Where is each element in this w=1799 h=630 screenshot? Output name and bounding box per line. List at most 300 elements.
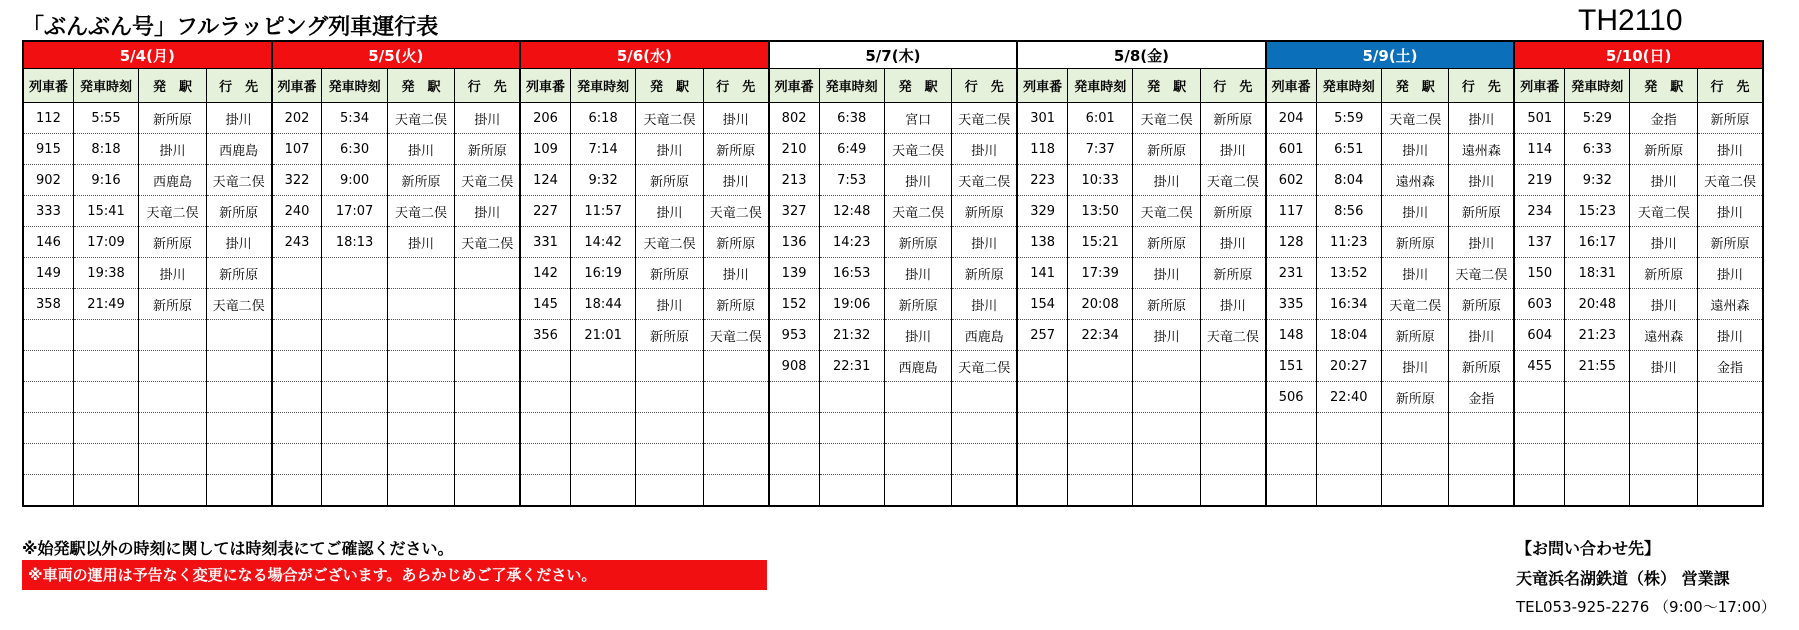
table-cell [73, 413, 138, 444]
table-cell: 遠州森 [1449, 134, 1514, 165]
table-cell: 5:29 [1565, 103, 1630, 134]
table-cell [1449, 475, 1514, 507]
table-row [23, 134, 1763, 165]
column-header: 行 先 [206, 69, 271, 103]
table-cell: 掛川 [1449, 165, 1514, 196]
table-cell [1266, 475, 1316, 507]
table-cell: 新所原 [636, 258, 704, 289]
table-cell [636, 382, 704, 413]
table-cell: 新所原 [1200, 258, 1265, 289]
table-row [23, 165, 1763, 196]
table-cell [272, 382, 322, 413]
table-cell: 新所原 [1133, 227, 1201, 258]
table-cell [23, 382, 73, 413]
table-cell [884, 444, 952, 475]
column-header: 列車番 [1266, 69, 1316, 103]
table-cell: 新所原 [1381, 382, 1449, 413]
table-cell: 7:14 [570, 134, 635, 165]
table-cell: 6:33 [1565, 134, 1630, 165]
table-cell [703, 413, 768, 444]
table-cell: 151 [1266, 351, 1316, 382]
table-cell [387, 258, 455, 289]
table-cell [636, 413, 704, 444]
table-cell [884, 413, 952, 444]
table-cell: 掛川 [1630, 351, 1698, 382]
table-cell: 331 [520, 227, 570, 258]
table-cell: 802 [769, 103, 819, 134]
table-cell [1630, 444, 1698, 475]
table-cell [1200, 413, 1265, 444]
table-cell: 新所原 [1133, 289, 1201, 320]
table-cell: 天竜二俣 [139, 196, 207, 227]
table-row [23, 351, 1763, 382]
table-cell: 宮口 [884, 103, 952, 134]
table-cell: 新所原 [1630, 134, 1698, 165]
table-cell [322, 413, 387, 444]
table-cell: 109 [520, 134, 570, 165]
table-cell: 新所原 [952, 196, 1017, 227]
table-cell [206, 444, 271, 475]
table-cell [1200, 475, 1265, 507]
table-cell: 天竜二俣 [1133, 103, 1201, 134]
table-cell: 5:59 [1316, 103, 1381, 134]
table-cell: 掛川 [636, 134, 704, 165]
table-cell: 356 [520, 320, 570, 351]
table-cell [206, 320, 271, 351]
table-cell [1449, 413, 1514, 444]
table-cell [455, 382, 520, 413]
day-header-row [23, 41, 1763, 69]
table-cell: 新所原 [1449, 196, 1514, 227]
table-cell [570, 413, 635, 444]
table-cell: 新所原 [703, 289, 768, 320]
column-header: 発車時刻 [1565, 69, 1630, 103]
day-header: 5/8(金) [1017, 41, 1266, 69]
table-cell: 天竜二俣 [1630, 196, 1698, 227]
table-cell: 掛川 [703, 165, 768, 196]
table-cell [1381, 475, 1449, 507]
table-cell: 天竜二俣 [1698, 165, 1763, 196]
table-cell [1017, 382, 1067, 413]
table-cell [520, 413, 570, 444]
table-cell: 8:18 [73, 134, 138, 165]
table-cell: 6:18 [570, 103, 635, 134]
table-cell: 602 [1266, 165, 1316, 196]
table-cell: 22:34 [1068, 320, 1133, 351]
table-cell [1068, 382, 1133, 413]
table-cell [952, 382, 1017, 413]
table-cell [1565, 444, 1630, 475]
table-cell: 新所原 [884, 227, 952, 258]
table-cell: 141 [1017, 258, 1067, 289]
table-cell: 124 [520, 165, 570, 196]
table-cell [206, 382, 271, 413]
table-cell [455, 258, 520, 289]
table-row [23, 444, 1763, 475]
table-cell: 掛川 [206, 103, 271, 134]
table-cell: 137 [1514, 227, 1564, 258]
table-cell [520, 351, 570, 382]
table-cell: 新所原 [1200, 196, 1265, 227]
table-cell: 14:23 [819, 227, 884, 258]
column-header: 行 先 [952, 69, 1017, 103]
table-cell: 掛川 [1698, 320, 1763, 351]
table-cell [1630, 382, 1698, 413]
table-cell: 天竜二俣 [206, 289, 271, 320]
column-header: 発 駅 [884, 69, 952, 103]
table-cell [520, 475, 570, 507]
table-cell: 掛川 [1133, 165, 1201, 196]
column-header: 発 駅 [1630, 69, 1698, 103]
table-cell [206, 475, 271, 507]
table-cell [1200, 351, 1265, 382]
table-cell: 206 [520, 103, 570, 134]
table-cell [322, 382, 387, 413]
table-cell: 14:42 [570, 227, 635, 258]
table-cell [139, 444, 207, 475]
table-cell [636, 351, 704, 382]
table-cell: 257 [1017, 320, 1067, 351]
table-cell [1316, 475, 1381, 507]
table-cell [272, 289, 322, 320]
column-header: 発車時刻 [819, 69, 884, 103]
table-cell [272, 413, 322, 444]
table-cell [1698, 475, 1763, 507]
column-header-row [23, 69, 1763, 103]
table-cell [703, 475, 768, 507]
table-cell: 天竜二俣 [952, 165, 1017, 196]
table-cell: 20:08 [1068, 289, 1133, 320]
table-cell [73, 320, 138, 351]
table-cell: 新所原 [952, 258, 1017, 289]
table-cell: 新所原 [1698, 103, 1763, 134]
table-cell: 210 [769, 134, 819, 165]
table-cell [139, 475, 207, 507]
column-header: 列車番 [272, 69, 322, 103]
table-cell [1565, 382, 1630, 413]
table-cell: 240 [272, 196, 322, 227]
table-cell: 6:49 [819, 134, 884, 165]
column-header: 発 駅 [387, 69, 455, 103]
table-cell [23, 320, 73, 351]
table-cell: 金指 [1698, 351, 1763, 382]
column-header: 行 先 [455, 69, 520, 103]
table-cell [455, 289, 520, 320]
table-cell [570, 444, 635, 475]
table-cell [455, 351, 520, 382]
table-cell: 遠州森 [1381, 165, 1449, 196]
table-cell: 223 [1017, 165, 1067, 196]
table-cell: 天竜二俣 [884, 134, 952, 165]
column-header: 発車時刻 [322, 69, 387, 103]
table-cell [272, 475, 322, 507]
table-cell: 152 [769, 289, 819, 320]
table-cell [455, 413, 520, 444]
table-cell: 19:06 [819, 289, 884, 320]
table-cell: 601 [1266, 134, 1316, 165]
table-cell [387, 444, 455, 475]
table-cell: 149 [23, 258, 73, 289]
table-cell: 西鹿島 [884, 351, 952, 382]
table-cell [1133, 382, 1201, 413]
table-cell [819, 475, 884, 507]
table-cell: 6:51 [1316, 134, 1381, 165]
table-cell: 5:34 [322, 103, 387, 134]
table-cell [322, 258, 387, 289]
table-cell: 22:31 [819, 351, 884, 382]
table-cell [769, 444, 819, 475]
table-cell [769, 475, 819, 507]
table-cell: 322 [272, 165, 322, 196]
warning-banner: ※車両の運用は予告なく変更になる場合がございます。あらかじめご了承ください。 [22, 560, 767, 590]
table-cell: 17:39 [1068, 258, 1133, 289]
table-cell [387, 351, 455, 382]
table-cell: 掛川 [1381, 134, 1449, 165]
table-cell: 8:56 [1316, 196, 1381, 227]
table-cell [73, 382, 138, 413]
table-cell [1200, 444, 1265, 475]
table-cell: 新所原 [1381, 227, 1449, 258]
table-cell: 掛川 [703, 258, 768, 289]
column-header: 発車時刻 [1316, 69, 1381, 103]
table-cell [272, 444, 322, 475]
table-cell [23, 413, 73, 444]
table-cell: 掛川 [1200, 289, 1265, 320]
table-row [23, 103, 1763, 134]
table-cell: 18:13 [322, 227, 387, 258]
table-cell: 金指 [1630, 103, 1698, 134]
table-cell [769, 382, 819, 413]
table-cell: 天竜二俣 [387, 103, 455, 134]
table-cell [636, 475, 704, 507]
table-cell: 154 [1017, 289, 1067, 320]
table-cell: 9:32 [1565, 165, 1630, 196]
table-cell [23, 444, 73, 475]
table-cell [1630, 475, 1698, 507]
table-cell: 掛川 [1381, 258, 1449, 289]
table-cell [322, 444, 387, 475]
table-cell: 107 [272, 134, 322, 165]
table-cell: 150 [1514, 258, 1564, 289]
table-row [23, 258, 1763, 289]
table-cell: 227 [520, 196, 570, 227]
table-cell: 新所原 [139, 227, 207, 258]
table-row [23, 382, 1763, 413]
table-cell [322, 289, 387, 320]
table-cell: 16:53 [819, 258, 884, 289]
table-row [23, 413, 1763, 444]
table-cell: 掛川 [1133, 258, 1201, 289]
table-cell: 142 [520, 258, 570, 289]
table-cell: 新所原 [636, 165, 704, 196]
table-cell [322, 320, 387, 351]
table-cell: 掛川 [1698, 134, 1763, 165]
table-cell: 7:37 [1068, 134, 1133, 165]
table-cell: 新所原 [1133, 134, 1201, 165]
column-header: 行 先 [1449, 69, 1514, 103]
timetable [22, 40, 1764, 507]
table-cell [1133, 475, 1201, 507]
table-cell: 掛川 [1449, 320, 1514, 351]
table-cell [884, 382, 952, 413]
table-cell [387, 289, 455, 320]
table-cell: 新所原 [636, 320, 704, 351]
table-row [23, 320, 1763, 351]
column-header: 列車番 [1514, 69, 1564, 103]
table-cell: 掛川 [139, 258, 207, 289]
table-cell [387, 320, 455, 351]
table-cell: 6:38 [819, 103, 884, 134]
table-cell: 掛川 [1630, 227, 1698, 258]
table-cell: 掛川 [455, 196, 520, 227]
table-cell [1266, 444, 1316, 475]
table-cell: 327 [769, 196, 819, 227]
table-cell: 新所原 [455, 134, 520, 165]
table-cell [1514, 382, 1564, 413]
day-header: 5/10(日) [1514, 41, 1763, 69]
table-cell: 掛川 [1381, 196, 1449, 227]
table-cell: 掛川 [1698, 196, 1763, 227]
table-cell: 新所原 [703, 227, 768, 258]
table-cell [570, 382, 635, 413]
table-cell: 掛川 [952, 227, 1017, 258]
table-cell: 西鹿島 [206, 134, 271, 165]
table-cell [206, 413, 271, 444]
column-header: 列車番 [520, 69, 570, 103]
table-cell: 7:53 [819, 165, 884, 196]
table-cell: 902 [23, 165, 73, 196]
table-cell [884, 475, 952, 507]
table-cell: 天竜二俣 [636, 103, 704, 134]
column-header: 発 駅 [1133, 69, 1201, 103]
table-cell: 天竜二俣 [1381, 103, 1449, 134]
table-cell: 掛川 [884, 320, 952, 351]
table-cell: 掛川 [952, 289, 1017, 320]
table-cell: 5:55 [73, 103, 138, 134]
table-cell [387, 475, 455, 507]
table-cell: 天竜二俣 [952, 103, 1017, 134]
table-cell: 15:21 [1068, 227, 1133, 258]
table-cell: 掛川 [884, 258, 952, 289]
column-header: 発車時刻 [1068, 69, 1133, 103]
table-cell [23, 351, 73, 382]
table-cell: 掛川 [1698, 258, 1763, 289]
table-cell: 202 [272, 103, 322, 134]
table-cell: 18:44 [570, 289, 635, 320]
table-cell: 新所原 [387, 165, 455, 196]
table-cell: 天竜二俣 [1200, 165, 1265, 196]
table-cell: 145 [520, 289, 570, 320]
table-cell: 329 [1017, 196, 1067, 227]
table-cell: 21:01 [570, 320, 635, 351]
table-cell: 21:23 [1565, 320, 1630, 351]
table-cell: 19:38 [73, 258, 138, 289]
table-cell: 118 [1017, 134, 1067, 165]
table-cell: 22:40 [1316, 382, 1381, 413]
table-cell [636, 444, 704, 475]
table-cell: 13:50 [1068, 196, 1133, 227]
table-cell [206, 351, 271, 382]
table-cell: 9:00 [322, 165, 387, 196]
page-title: 「ぶんぶん号」フルラッピング列車運行表 [22, 15, 439, 40]
table-cell [455, 475, 520, 507]
table-cell [272, 320, 322, 351]
table-cell: 天竜二俣 [703, 320, 768, 351]
table-cell [819, 382, 884, 413]
table-cell [73, 351, 138, 382]
table-cell: 12:48 [819, 196, 884, 227]
contact-company: 天竜浜名湖鉄道（株） 営業課 [1516, 569, 1730, 588]
table-cell: 18:04 [1316, 320, 1381, 351]
table-cell: 213 [769, 165, 819, 196]
table-cell: 掛川 [455, 103, 520, 134]
table-cell [73, 475, 138, 507]
table-cell: 遠州森 [1698, 289, 1763, 320]
table-cell: 18:31 [1565, 258, 1630, 289]
table-cell [1316, 444, 1381, 475]
table-cell: 天竜二俣 [1449, 258, 1514, 289]
table-cell [1630, 413, 1698, 444]
column-header: 行 先 [1698, 69, 1763, 103]
table-cell [703, 382, 768, 413]
table-cell [952, 413, 1017, 444]
table-row [23, 289, 1763, 320]
table-cell: 掛川 [636, 289, 704, 320]
table-cell [819, 413, 884, 444]
table-cell: 20:48 [1565, 289, 1630, 320]
table-cell: 新所原 [139, 103, 207, 134]
table-cell: 231 [1266, 258, 1316, 289]
table-cell: 天竜二俣 [1200, 320, 1265, 351]
day-header: 5/6(水) [520, 41, 769, 69]
table-cell [1381, 444, 1449, 475]
table-cell [1133, 444, 1201, 475]
table-cell: 17:09 [73, 227, 138, 258]
table-cell: 掛川 [703, 103, 768, 134]
column-header: 行 先 [1200, 69, 1265, 103]
table-cell [520, 444, 570, 475]
table-cell: 17:07 [322, 196, 387, 227]
day-header: 5/4(月) [23, 41, 272, 69]
table-cell: 掛川 [636, 196, 704, 227]
table-cell: 天竜二俣 [455, 227, 520, 258]
table-cell [272, 258, 322, 289]
table-cell: 天竜二俣 [703, 196, 768, 227]
table-cell [387, 413, 455, 444]
table-cell [272, 351, 322, 382]
table-cell: 908 [769, 351, 819, 382]
table-row [23, 227, 1763, 258]
table-cell: 掛川 [387, 134, 455, 165]
table-cell [1565, 413, 1630, 444]
table-cell: 掛川 [1449, 103, 1514, 134]
table-cell [23, 475, 73, 507]
table-cell [1068, 413, 1133, 444]
table-cell [387, 382, 455, 413]
table-cell: 139 [769, 258, 819, 289]
table-cell: 219 [1514, 165, 1564, 196]
table-cell [570, 475, 635, 507]
table-cell [455, 320, 520, 351]
table-cell: 915 [23, 134, 73, 165]
table-cell [73, 444, 138, 475]
timetable-note: ※始発駅以外の時刻に関しては時刻表にてご確認ください。 [22, 539, 454, 558]
table-cell: 遠州森 [1630, 320, 1698, 351]
column-header: 発車時刻 [570, 69, 635, 103]
table-cell: 501 [1514, 103, 1564, 134]
table-cell [1068, 444, 1133, 475]
table-cell [139, 351, 207, 382]
